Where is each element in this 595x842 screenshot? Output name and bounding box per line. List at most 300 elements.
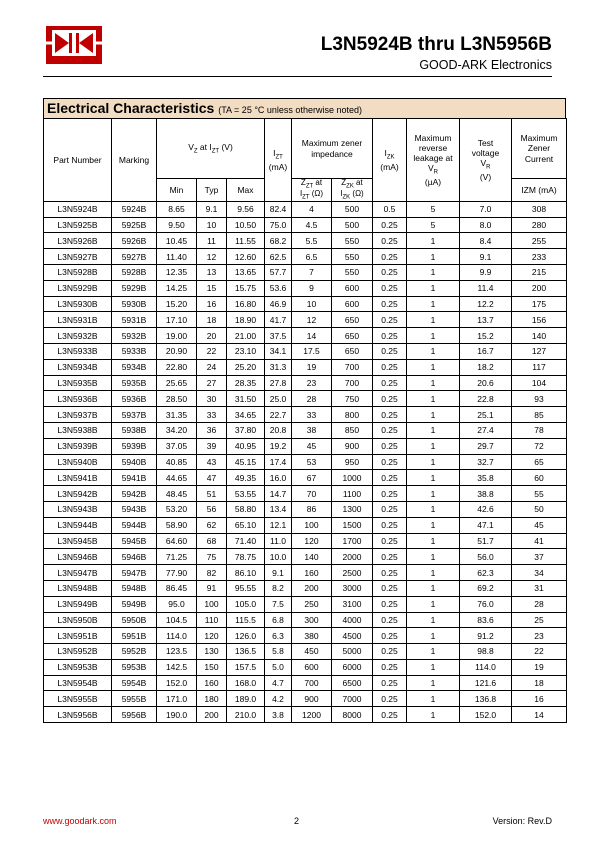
table-cell: 215 [512,264,567,280]
table-cell: 78.75 [227,549,265,565]
table-cell: 34.65 [227,407,265,423]
table-cell: 56 [197,501,227,517]
table-cell: 380 [292,628,332,644]
table-cell: 8.65 [157,201,197,217]
table-cell: 0.25 [373,217,407,233]
table-cell: L3N5929B [44,280,112,296]
col-header-impedance: Maximum zener impedance [292,119,373,179]
table-cell: 0.25 [373,675,407,691]
logo-text: GOOD-ARK [53,58,95,65]
table-cell: 82 [197,565,227,581]
table-cell: 5924B [112,201,157,217]
table-cell: 0.25 [373,549,407,565]
table-cell: 1 [407,675,460,691]
table-cell: 800 [332,407,373,423]
table-row [44,359,567,375]
table-cell: 5949B [112,596,157,612]
table-cell: 123.5 [157,644,197,660]
table-cell: 700 [332,359,373,375]
table-cell: 78 [512,422,567,438]
table-cell: 1 [407,343,460,359]
table-cell: 86.10 [227,565,265,581]
table-cell: 5934B [112,359,157,375]
table-cell: 8.0 [460,217,512,233]
table-cell: 115.5 [227,612,265,628]
table-cell: 5948B [112,580,157,596]
table-row [44,501,567,517]
table-cell: L3N5953B [44,659,112,675]
table-cell: 12 [197,249,227,265]
table-cell: 1 [407,612,460,628]
table-cell: 11 [197,233,227,249]
table-cell: 11.0 [265,533,292,549]
table-cell: 47 [197,470,227,486]
table-cell: 65.10 [227,517,265,533]
table-cell: 5930B [112,296,157,312]
table-cell: 1200 [292,707,332,723]
table-cell: 233 [512,249,567,265]
table-cell: 3.8 [265,707,292,723]
table-cell: 31.3 [265,359,292,375]
table-cell: 5936B [112,391,157,407]
table-cell: 1 [407,596,460,612]
table-cell: 75.0 [265,217,292,233]
table-cell: 10.45 [157,233,197,249]
table-cell: 5941B [112,470,157,486]
table-cell: L3N5931B [44,312,112,328]
table-row [44,328,567,344]
table-cell: 0.25 [373,296,407,312]
table-row [44,375,567,391]
table-row [44,438,567,454]
col-header-min: Min [157,179,197,202]
col-header-izk: $I_{ZK}$ (mA) [373,119,407,202]
table-cell: 9.1 [197,201,227,217]
table-cell: 950 [332,454,373,470]
table-cell: L3N5942B [44,486,112,502]
table-cell: 37.05 [157,438,197,454]
table-cell: 1 [407,580,460,596]
table-row [44,233,567,249]
table-row [44,470,567,486]
table-cell: 0.25 [373,359,407,375]
table-cell: 15.2 [460,328,512,344]
table-cell: 0.25 [373,533,407,549]
table-cell: 34.1 [265,343,292,359]
table-cell: 16 [197,296,227,312]
table-cell: 46.9 [265,296,292,312]
table-cell: 255 [512,233,567,249]
table-cell: 53.20 [157,501,197,517]
table-cell: 5938B [112,422,157,438]
col-header-max-current: Maximum Zener Current [512,119,567,179]
table-cell: 150 [197,659,227,675]
table-cell: 18 [197,312,227,328]
table-cell: 95.0 [157,596,197,612]
table-cell: 25.65 [157,375,197,391]
table-cell: 210.0 [227,707,265,723]
table-cell: 5926B [112,233,157,249]
table-cell: 1 [407,359,460,375]
table-cell: 1 [407,438,460,454]
table-cell: 280 [512,217,567,233]
table-cell: 300 [292,612,332,628]
table-cell: 136.5 [227,644,265,660]
col-header-izm: IZM (mA) [512,179,567,202]
table-cell: 152.0 [157,675,197,691]
table-cell: 600 [292,659,332,675]
table-cell: 550 [332,264,373,280]
table-cell: 15.20 [157,296,197,312]
table-cell: 156 [512,312,567,328]
table-cell: L3N5937B [44,407,112,423]
table-cell: 142.5 [157,659,197,675]
table-cell: 5.5 [292,233,332,249]
table-cell: 120 [197,628,227,644]
table-cell: 1 [407,375,460,391]
table-cell: 1 [407,533,460,549]
table-cell: 7.5 [265,596,292,612]
table-cell: 200 [292,580,332,596]
table-cell: 1 [407,501,460,517]
table-cell: 550 [332,233,373,249]
table-cell: 45.15 [227,454,265,470]
table-cell: 0.25 [373,407,407,423]
table-cell: 19.00 [157,328,197,344]
table-cell: 34 [512,565,567,581]
table-cell: 600 [332,280,373,296]
table-row [44,565,567,581]
table-cell: 104.5 [157,612,197,628]
table-cell: 126.0 [227,628,265,644]
table-cell: 15.75 [227,280,265,296]
table-cell: 12.35 [157,264,197,280]
table-cell: 200 [197,707,227,723]
table-cell: 55 [512,486,567,502]
table-cell: 20.8 [265,422,292,438]
section-title: Electrical Characteristics [47,100,215,116]
table-cell: 900 [292,691,332,707]
table-cell: L3N5936B [44,391,112,407]
table-cell: 11.55 [227,233,265,249]
table-cell: 12.2 [460,296,512,312]
table-cell: 16.0 [265,470,292,486]
table-cell: 9.50 [157,217,197,233]
table-cell: 140 [512,328,567,344]
table-cell: 1 [407,707,460,723]
table-cell: 27 [197,375,227,391]
table-cell: 1 [407,486,460,502]
table-cell: 28 [292,391,332,407]
table-cell: 83.6 [460,612,512,628]
table-cell: L3N5938B [44,422,112,438]
table-cell: L3N5934B [44,359,112,375]
table-cell: 1000 [332,470,373,486]
table-cell: 5953B [112,659,157,675]
table-cell: 1 [407,233,460,249]
table-cell: 16.7 [460,343,512,359]
table-cell: L3N5933B [44,343,112,359]
table-cell: 5954B [112,675,157,691]
table-cell: 1700 [332,533,373,549]
table-cell: 6500 [332,675,373,691]
table-cell: 1 [407,517,460,533]
table-cell: 50 [512,501,567,517]
table-cell: L3N5935B [44,375,112,391]
table-cell: 93 [512,391,567,407]
table-cell: 69.2 [460,580,512,596]
table-cell: 5951B [112,628,157,644]
table-cell: 750 [332,391,373,407]
table-cell: 67 [292,470,332,486]
table-cell: 5928B [112,264,157,280]
table-row [44,659,567,675]
table-cell: 5.8 [265,644,292,660]
table-cell: 41 [512,533,567,549]
table-row [44,454,567,470]
table-cell: 17.10 [157,312,197,328]
table-cell: 1 [407,659,460,675]
table-cell: 14 [292,328,332,344]
table-cell: 20 [197,328,227,344]
table-cell: 25.1 [460,407,512,423]
table-cell: 308 [512,201,567,217]
website-link[interactable]: www.goodark.com [43,816,117,826]
table-cell: 45 [292,438,332,454]
table-cell: 5943B [112,501,157,517]
table-cell: 31 [512,580,567,596]
table-cell: 60 [512,470,567,486]
table-cell: 1 [407,691,460,707]
table-cell: 136.8 [460,691,512,707]
table-cell: 10 [197,217,227,233]
table-cell: 37.80 [227,422,265,438]
table-cell: 1 [407,454,460,470]
table-cell: 7000 [332,691,373,707]
table-row [44,675,567,691]
table-cell: 6000 [332,659,373,675]
table-cell: 5.0 [265,659,292,675]
table-cell: 250 [292,596,332,612]
table-row [44,422,567,438]
table-cell: 16 [512,691,567,707]
version-label: Version: Rev.D [492,816,552,826]
table-cell: 3100 [332,596,373,612]
table-cell: 160 [292,565,332,581]
table-cell: 19 [512,659,567,675]
table-row [44,201,567,217]
table-cell: 1500 [332,517,373,533]
table-row [44,312,567,328]
table-cell: 40.95 [227,438,265,454]
table-cell: 58.90 [157,517,197,533]
col-header-marking: Marking [112,119,157,202]
table-cell: 57.7 [265,264,292,280]
table-cell: 47.1 [460,517,512,533]
table-cell: 2000 [332,549,373,565]
table-cell: 140 [292,549,332,565]
table-cell: 900 [332,438,373,454]
table-cell: L3N5952B [44,644,112,660]
table-cell: 13.4 [265,501,292,517]
table-row [44,391,567,407]
table-cell: L3N5939B [44,438,112,454]
table-cell: 68 [197,533,227,549]
table-cell: L3N5941B [44,470,112,486]
table-cell: 5945B [112,533,157,549]
table-cell: 37 [512,549,567,565]
table-cell: 0.25 [373,391,407,407]
table-cell: 0.25 [373,580,407,596]
col-header-leakage: Maximum reverse leakage at $V_R$ (µA) [407,119,460,202]
col-header-vz: $V_Z$ at $I_{ZT}$ (V) [157,119,265,179]
table-cell: 41.7 [265,312,292,328]
table-cell: 19.2 [265,438,292,454]
table-cell: L3N5940B [44,454,112,470]
table-cell: 0.25 [373,517,407,533]
table-cell: L3N5948B [44,580,112,596]
table-cell: 24 [197,359,227,375]
table-cell: L3N5955B [44,691,112,707]
table-cell: 1 [407,328,460,344]
table-cell: 5925B [112,217,157,233]
table-cell: 0.25 [373,707,407,723]
table-cell: 5927B [112,249,157,265]
table-cell: 5955B [112,691,157,707]
electrical-characteristics-table [43,118,567,723]
table-cell: 9 [292,280,332,296]
table-cell: 17.4 [265,454,292,470]
table-cell: 5939B [112,438,157,454]
table-cell: L3N5930B [44,296,112,312]
col-header-typ: Typ [197,179,227,202]
table-cell: 0.5 [373,201,407,217]
table-cell: 36 [197,422,227,438]
table-cell: 21.00 [227,328,265,344]
table-cell: L3N5926B [44,233,112,249]
table-cell: 189.0 [227,691,265,707]
table-cell: L3N5951B [44,628,112,644]
table-cell: 114.0 [157,628,197,644]
table-cell: 4.5 [292,217,332,233]
table-cell: 180 [197,691,227,707]
table-cell: 0.25 [373,501,407,517]
table-cell: 6.3 [265,628,292,644]
table-cell: 5952B [112,644,157,660]
table-cell: 4 [292,201,332,217]
table-cell: 168.0 [227,675,265,691]
table-cell: 22 [197,343,227,359]
table-cell: 51 [197,486,227,502]
table-cell: 500 [332,201,373,217]
table-cell: 100 [292,517,332,533]
table-cell: 10.0 [265,549,292,565]
table-cell: 5933B [112,343,157,359]
table-cell: 105.0 [227,596,265,612]
table-cell: L3N5927B [44,249,112,265]
table-cell: 32.7 [460,454,512,470]
table-cell: 40.85 [157,454,197,470]
table-cell: 18 [512,675,567,691]
company-name: GOOD-ARK Electronics [419,58,552,72]
table-cell: 44.65 [157,470,197,486]
table-cell: 34.20 [157,422,197,438]
table-cell: 58.80 [227,501,265,517]
table-cell: 550 [332,249,373,265]
table-cell: 28.50 [157,391,197,407]
table-cell: 28 [512,596,567,612]
table-cell: 4000 [332,612,373,628]
table-cell: 20.90 [157,343,197,359]
table-cell: L3N5946B [44,549,112,565]
table-cell: 25 [512,612,567,628]
table-cell: L3N5950B [44,612,112,628]
table-cell: 100 [197,596,227,612]
table-cell: 95.55 [227,580,265,596]
table-row [44,707,567,723]
table-cell: 5931B [112,312,157,328]
table-cell: 0.25 [373,454,407,470]
table-cell: 49.35 [227,470,265,486]
table-cell: 5947B [112,565,157,581]
table-cell: 104 [512,375,567,391]
table-cell: 190.0 [157,707,197,723]
table-cell: 22.80 [157,359,197,375]
col-header-izt: $I_{ZT}$ (mA) [265,119,292,202]
table-cell: 75 [197,549,227,565]
table-cell: 120 [292,533,332,549]
table-cell: 0.25 [373,486,407,502]
table-cell: 1 [407,644,460,660]
table-cell: 25.0 [265,391,292,407]
table-cell: 11.40 [157,249,197,265]
table-cell: 0.25 [373,691,407,707]
table-cell: 71.40 [227,533,265,549]
table-cell: 1100 [332,486,373,502]
table-cell: 14 [512,707,567,723]
table-cell: 86.45 [157,580,197,596]
table-cell: 850 [332,422,373,438]
table-cell: 0.25 [373,565,407,581]
table-row [44,644,567,660]
table-cell: 1 [407,249,460,265]
table-cell: 14.25 [157,280,197,296]
table-cell: 5942B [112,486,157,502]
table-cell: 27.8 [265,375,292,391]
table-cell: 171.0 [157,691,197,707]
table-cell: 70 [292,486,332,502]
table-cell: 13 [197,264,227,280]
table-cell: 1 [407,280,460,296]
table-cell: 1 [407,422,460,438]
table-cell: 5929B [112,280,157,296]
table-cell: 500 [332,217,373,233]
table-cell: 18.2 [460,359,512,375]
table-cell: 53 [292,454,332,470]
table-row [44,612,567,628]
table-cell: 700 [332,375,373,391]
table-cell: 121.6 [460,675,512,691]
table-row [44,580,567,596]
col-header-part-number: Part Number [44,119,112,202]
table-cell: 0.25 [373,596,407,612]
table-row [44,549,567,565]
table-cell: 110 [197,612,227,628]
table-cell: 200 [512,280,567,296]
table-cell: 85 [512,407,567,423]
table-cell: 0.25 [373,375,407,391]
table-cell: 5944B [112,517,157,533]
